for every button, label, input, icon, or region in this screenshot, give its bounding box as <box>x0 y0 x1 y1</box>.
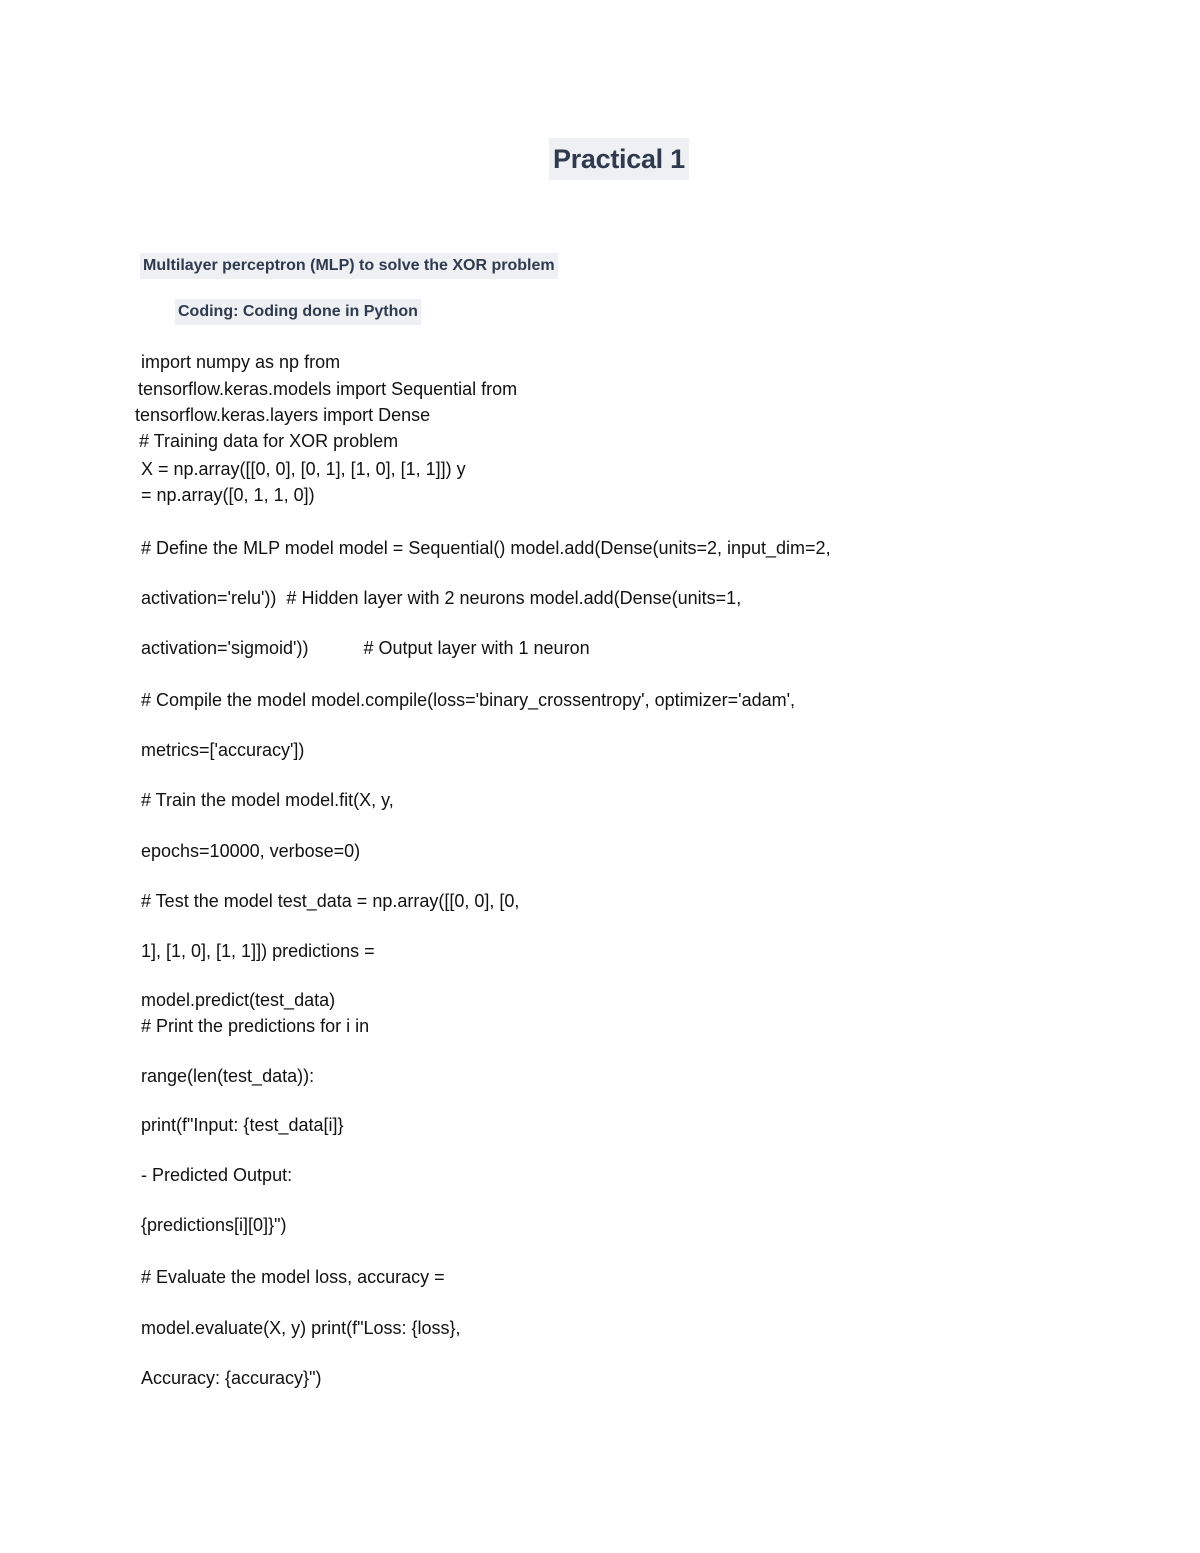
code-line: X = np.array([[0, 0], [0, 1], [1, 0], [1, 1]]) y <box>141 459 466 479</box>
code-line: activation='relu')) # Hidden layer with 2 neurons model.add(Dense(units=1, <box>141 588 742 608</box>
code-line: # Print the predictions for i in <box>141 1016 370 1036</box>
code-line: # Define the MLP model model = Sequential() model.add(Dense(units=2, input_dim=2, <box>141 538 831 558</box>
code-line: epochs=10000, verbose=0) <box>141 841 361 861</box>
code-line: model.predict(test_data) <box>141 990 336 1010</box>
code-line: # Training data for XOR problem <box>139 431 399 451</box>
coding-note: Coding: Coding done in Python <box>175 299 421 325</box>
code-line: range(len(test_data)): <box>141 1066 315 1086</box>
code-line: - Predicted Output: <box>141 1165 293 1185</box>
code-line: print(f"Input: {test_data[i]} <box>141 1115 344 1135</box>
code-line: = np.array([0, 1, 1, 0]) <box>141 485 315 505</box>
code-line: import numpy as np from <box>141 352 341 372</box>
code-line: # Evaluate the model loss, accuracy = <box>141 1267 445 1287</box>
code-line: activation='sigmoid')) # Output layer with 1 neuron <box>141 638 590 658</box>
code-line: # Compile the model model.compile(loss='binary_crossentropy', optimizer='adam', <box>141 690 796 710</box>
code-line: {predictions[i][0]}") <box>141 1215 287 1235</box>
code-line: # Test the model test_data = np.array([[0, 0], [0, <box>141 891 520 911</box>
code-line: tensorflow.keras.layers import Dense <box>135 405 431 425</box>
code-line: # Train the model model.fit(X, y, <box>141 790 394 810</box>
code-line: model.evaluate(X, y) print(f"Loss: {loss}, <box>141 1318 461 1338</box>
page-title: Practical 1 <box>549 138 689 180</box>
code-line: 1], [1, 0], [1, 1]]) predictions = <box>141 941 375 961</box>
code-line: Accuracy: {accuracy}") <box>141 1368 322 1388</box>
code-line: metrics=['accuracy']) <box>141 740 305 760</box>
code-line: tensorflow.keras.models import Sequential from <box>138 379 518 399</box>
practical-subtitle: Multilayer perceptron (MLP) to solve the XOR problem <box>140 253 558 279</box>
